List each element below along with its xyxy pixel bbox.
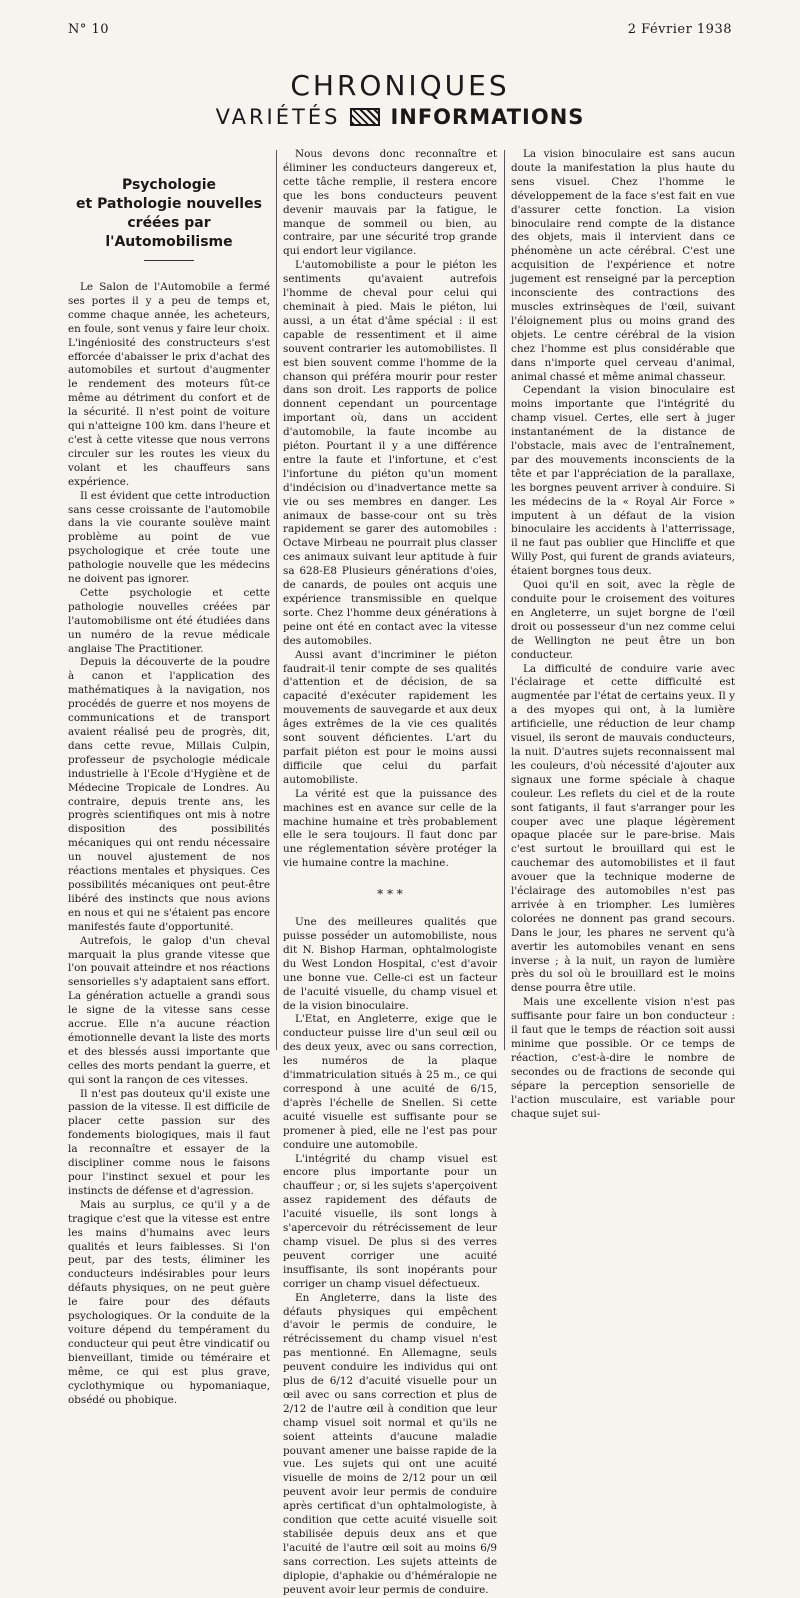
paragraph: L'intégrité du champ visuel est encore plus importante pour un chauffeur ; or, si les sujets s'aperçoivent assez rapidement des défauts de l'acuité visuelle, ils sont longs à s'apercevoir du rétrécissement de leur champ visuel. De plus si des verres peuvent corriger une acuité insuffisante, ils sont inopérants pour corriger un champ visuel défectueux. [283, 1152, 497, 1290]
column-divider [504, 150, 505, 1050]
headline-line: créées par l'Automobilisme [105, 215, 233, 250]
text-column-2 [283, 148, 497, 1596]
paragraph: Il est évident que cette introduction sans cesse croissante de l'automobile dans la vie courante soulève maint problème au point de vue psychologique et crée toute une pathologie nouvelle que les médecins ne doivent pas ignorer. [68, 489, 270, 586]
issue-number: N° 10 [68, 22, 110, 37]
paragraph: Quoi qu'il en soit, avec la règle de conduite pour le croisement des voitures en Angleterre, un sujet borgne de l'œil droit ou possesseur d'un nez comme celui de Wellington ne peut être un bon conducteur. [511, 579, 735, 661]
paragraph: L'Etat, en Angleterre, exige que le conducteur puisse lire d'un seul œil ou des deux yeux, avec ou sans correction, les numéros de la plaque d'immatriculation situés à 25 m., ce qui correspond à une acuité de 6/15, d'après l'échelle de Snellen. Si cette acuité visuelle est suffisante pour se promener à pied, elle ne l'est pas pour conduire une automobile. [283, 1013, 497, 1151]
paragraph: Cependant la vision binoculaire est moins importante que l'intégrité du champ visuel. Certes, elle sert à juger instantanément de la distance de l'obstacle, mais avec de l'entraînement, par des mouvements inconscients de la tête et par l'appréciation de la parallaxe, les borgnes peuvent arriver à conduire. Si les médecins de la « Royal Air Force » imputent à un défaut de la vision binoculaire les accidents à l'atterrissage, il ne faut pas oublier que Hincliffe et que Willy Post, qui furent de grands aviateurs, étaient borgnes tous deux. [511, 384, 735, 578]
paragraph: La vérité est que la puissance des machines est en avance sur celle de la machine humaine et très probablement elle le sera toujours. Il faut donc par une réglementation sévère protéger la vie humaine contre la machine. [283, 787, 497, 870]
paragraph: En Angleterre, dans la liste des défauts physiques qui empêchent d'avoir le permis de conduire, le rétrécissement du champ visuel n'est pas mentionné. En Allemagne, seuls peuvent conduire les individus qui ont plus de 6/12 d'acuité visuelle pour un œil avec ou sans correction et plus de 2/12 de l'autre œil à condition que leur champ visuel soit normal et qu'ils ne soient atteints d'aucune maladie pouvant amener une baisse rapide de la vue. Les sujets qui ont une acuité visuelle de moins de 2/12 pour un œil peuvent avoir leur permis de conduire après certificat d'un ophtalmologiste, à condition que cette acuité visuelle soit stabilisée depuis deux ans et que l'acuité de l'autre œil soit au moins 6/9 sans correction. Les sujets atteints de diplopie, d'aphakie ou d'héméralopie ne peuvent avoir leur permis de conduire. [283, 1291, 497, 1596]
section-masthead [0, 70, 800, 130]
paragraph: Il n'est pas douteux qu'il existe une passion de la vitesse. Il est difficile de placer cette passion sur des fondements biologiques, mais il faut la reconnaître et essayer de la discipliner comme nous le faisons pour l'instinct sexuel et pour les instincts de défense et d'agression. [68, 1087, 270, 1197]
paragraph: Mais au surplus, ce qu'il y a de tragique c'est que la vitesse est entre les mains d'humains avec leurs qualités et leurs faiblesses. Si l'on peut, par des tests, éliminer les conducteurs indésirables pour leurs défauts physiques, on ne peut guère le faire pour des défauts psychologiques. Or la conduite de la voiture dépend du tempérament du conducteur qui peut être vindicatif ou bienveillant, timide ou téméraire et même, ce qui est plus grave, cyclothymique ou hypomaniaque, obsédé ou phobique. [68, 1198, 270, 1406]
paragraph: Aussi avant d'incriminer le piéton faudrait-il tenir compte de ses qualités d'attention et de décision, de sa capacité d'exécuter rapidement les mouvements de sauvegarde et aux deux âges extrêmes de la vie ces qualités sont souvent déficientes. L'art du parfait piéton est pour le moins aussi difficile que celui du parfait automobiliste. [283, 648, 497, 786]
text-column-1 [68, 148, 270, 1406]
paragraph: Une des meilleures qualités que puisse posséder un automobiliste, nous dit N. Bishop Harman, ophtalmologiste du West London Hospital, c'est d'avoir une bonne vue. Celle-ci est un facteur de l'acuité visuelle, du champ visuel et de la vision binoculaire. [283, 916, 497, 1012]
paragraph: Nous devons donc reconnaître et éliminer les conducteurs dangereux et, cette tâche remplie, il restera encore que les bons conducteurs peuvent devenir mauvais par la fatigue, le manque de sommeil ou bien, au contraire, par une sécurité trop grande qui endort leur vigilance. [283, 148, 497, 258]
ornament-icon [350, 108, 380, 126]
paragraph: Autrefois, le galop d'un cheval marquait la plus grande vitesse que l'on pouvait atteindre et nos réactions sensorielles s'y adaptaient sans effort. La génération actuelle a grandi sous le signe de la vitesse sans cesse accrue. Elle n'a aucune réaction émotionnelle devant la liste des morts et des blessés aussi importante que celles des morts pendant la guerre, et qui sont la rançon de ces vitesses. [68, 934, 270, 1086]
section-subtitle [0, 104, 800, 130]
paragraph: La difficulté de conduire varie avec l'éclairage et cette difficulté est augmentée par l'état de certains yeux. Il y a des myopes qui ont, à la lumière artificielle, une réduction de leur champ visuel, ils seront de mauvais conducteurs, la nuit. D'autres sujets reconnaissent mal les couleurs, d'où nécessité d'ajouter aux signaux une forme spéciale à chaque couleur. Les reflets du ciel et de la route sont fatigants, il faut s'arranger pour les couper avec une plaque légèrement opaque placée sur le pare-brise. Mais c'est surtout le brouillard qui est le cauchemar des automobilistes et il faut avouer que la technique moderne de l'éclairage des automobiles n'est pas arrivée à en triompher. Les lumières colorées ne donnent pas grand secours. Dans le jour, les phares ne servent qu'à avertir les automobiles venant en sens inverse ; à la nuit, un rayon de lumière près du sol où le brouillard est le moins dense pourra être utile. [511, 662, 735, 995]
article-headline [68, 176, 270, 252]
paragraph: L'automobiliste a pour le piéton les sentiments qu'avaient autrefois l'homme de cheval pour celui qui cheminait à pied. Mais le piéton, lui aussi, a un état d'âme spécial : il est capable de ressentiment et il aime souvent contrarier les automobilistes. Il est bien souvent comme l'homme de la chanson qui préféra mourir pour rester dans son droit. Les rapports de police donnent cependant un pourcentage important où, dans un accident d'automobile, la faute incombe au piéton. Pourtant il y a une différence entre la faute et l'infortune, et c'est l'infortune du piéton qu'un moment d'indécision ou d'inadvertance mette sa vie ou ses membres en danger. Les animaux de basse-cour ont su très rapidement se garer des automobiles : Octave Mirbeau ne pourrait plus classer ces animaux suivant leur aptitude à fuir sa 628-E8 Plusieurs générations d'oies, de canards, de poules ont acquis une expérience transmissible en quelque sorte. Chez l'homme deux générations à peine ont été en contact avec la vitesse des automobiles. [283, 259, 497, 647]
column-divider [276, 150, 277, 1050]
section-subtitle-left: VARIÉTÉS [215, 105, 341, 129]
headline-line: et Pathologie nouvelles [76, 196, 262, 212]
paragraph: Mais une excellente vision n'est pas suffisante pour faire un bon conducteur : il faut que le temps de réaction soit aussi minime que possible. Or ce temps de réaction, c'est-à-dire le nombre de secondes ou de fractions de seconde qui sépare la perception sensorielle de l'action musculaire, est variable pour chaque sujet sui- [511, 996, 735, 1120]
paragraph: Depuis la découverte de la poudre à canon et l'application des mathématiques à la navigation, nos procédés de guerre et nos moyens de communications et de transport avaient réalisé peu de progrès, dit, dans cette revue, Millais Culpin, professeur de psychologie médicale industrielle à l'Ecole d'Hygiène et de Médecine Tropicale de Londres. Au contraire, depuis trente ans, les progrès scientifiques ont mis à notre disposition des possibilités mécaniques qui ont rendu nécessaire un nouvel ajustement de nos réactions mentales et physiques. Ces possibilités mécaniques ont peut-être libéré des instincts que nous avions en nous et qui ne s'étaient pas encore manifestés faute d'opportunité. [68, 656, 270, 933]
headline-line: Psychologie [121, 177, 217, 193]
paragraph: La vision binoculaire est sans aucun doute la manifestation la plus haute du sens visuel. Chez l'homme le développement de la face s'est fait en vue d'assurer cette fonction. La vision binoculaire rend compte de la distance des objets, mais il intervient dans ce phénomène un acte cérébral. C'est une acquisition de l'expérience et notre jugement est renseigné par la perception inconsciente des contractions des muscles extrinsèques de l'œil, suivant l'éloignement plus ou moins grand des objets. Le centre cérébral de la vision chez l'homme est plus considérable que dans n'importe quel cerveau d'animal, animal chassé et même animal chasseur. [511, 148, 735, 383]
paragraph: Le Salon de l'Automobile a fermé ses portes il y a peu de temps et, comme chaque année, les acheteurs, en foule, sont venus y faire leur choix. L'ingéniosité des constructeurs s'est efforcée d'abaisser le prix d'achat des automobiles et surtout d'augmenter le rendement des moteurs fût-ce même au détriment du confort et de la sécurité. Il n'est point de voiture qui n'atteigne 100 km. dans l'heure et c'est à cette vitesse que nous verrons circuler sur les routes les vieux du volant et les chauffeurs sans expérience. [68, 281, 270, 488]
issue-date: 2 Février 1938 [627, 22, 732, 37]
paragraph: Cette psychologie et cette pathologie nouvelles créées par l'automobilisme ont été étudiées dans un numéro de la revue médicale anglaise The Practitioner. [68, 586, 270, 655]
section-subtitle-right: INFORMATIONS [390, 105, 585, 129]
headline-rule [144, 260, 194, 261]
section-title: CHRONIQUES [290, 69, 510, 102]
section-separator: * * * [377, 887, 403, 902]
text-column-3 [511, 148, 735, 1120]
